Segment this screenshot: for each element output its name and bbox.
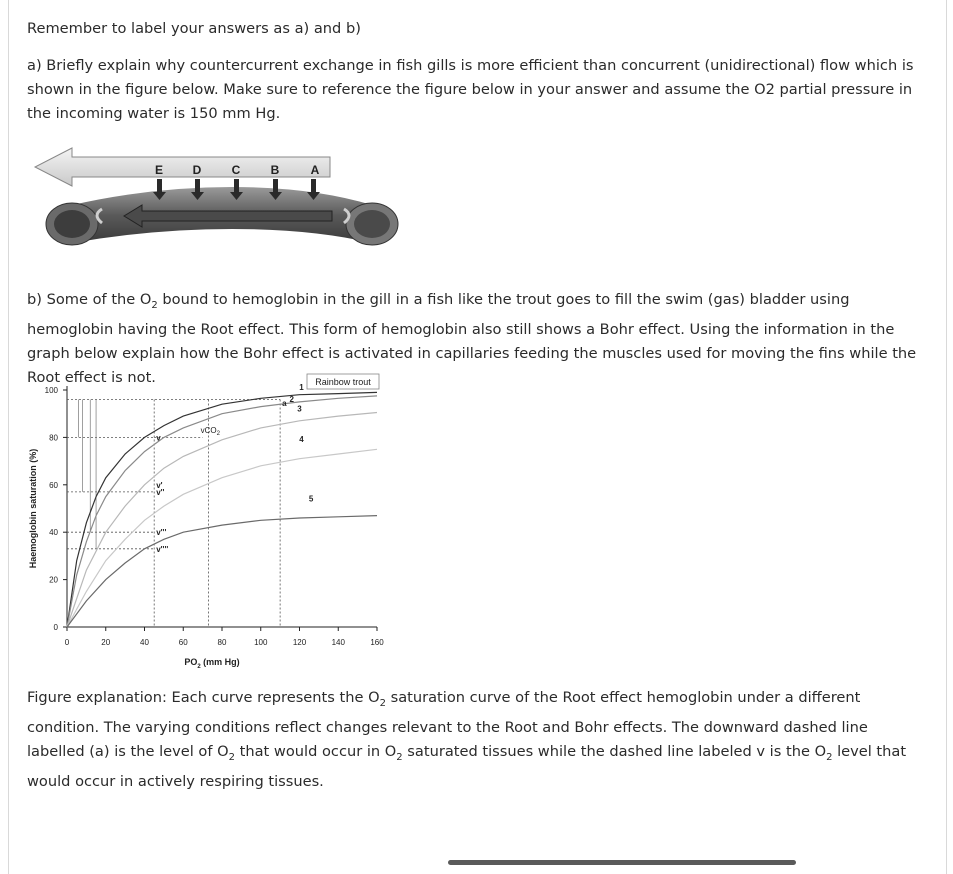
annotation-v-quad-prime: v'''' (156, 544, 169, 554)
gill-label-d: D (192, 163, 202, 177)
x-tick-label: 40 (140, 638, 149, 647)
x-axis-label: $PO_2$ (mm Hg) (184, 657, 240, 670)
curve-2 (67, 396, 377, 627)
explanation-sub-1: 2 (379, 697, 386, 709)
explanation-text-3: that would occur in O (235, 742, 397, 760)
oxygen-dissociation-chart (22, 372, 402, 676)
y-tick-label: 40 (49, 528, 58, 538)
y-tick-label: 80 (49, 433, 58, 443)
y-tick-label: 60 (49, 480, 58, 490)
explanation-text-2: saturation curve of the Root effect hemoglobin under a different condition. The varying conditions reflect changes relevant to the Root and Bohr effects. The downward dashed line labelled (a) is the level of O (27, 689, 868, 760)
curve-number-2: 2 (289, 394, 294, 404)
curve-5 (67, 516, 377, 627)
instructions: Remember to label your answers as a) and b) (27, 20, 361, 37)
gill-label-b: B (270, 163, 280, 177)
gill-label-c: C (231, 163, 241, 177)
x-tick-label: 140 (331, 638, 345, 647)
x-tick-label: 80 (217, 638, 227, 647)
x-tick-label: 60 (178, 638, 188, 647)
x-tick-label: 120 (292, 638, 307, 647)
explanation-text-5: level that would occur in actively respiring tissues. (27, 742, 907, 790)
explanation-text-1: Figure explanation: Each curve represents the O (27, 689, 380, 706)
chart-title: Rainbow trout (315, 377, 371, 387)
curve-1 (67, 392, 377, 627)
y-tick-label: 0 (53, 623, 58, 632)
curve-number-4: 4 (299, 435, 304, 445)
horizontal-scrollbar[interactable] (448, 860, 796, 865)
y-tick-label: 20 (49, 575, 58, 585)
x-tick-label: 160 (370, 638, 384, 647)
question-b-sub: 2 (151, 299, 158, 311)
explanation-text-4: saturated tissues while the dashed line labeled v is the O (402, 742, 827, 760)
curve-3 (67, 413, 377, 628)
gill-figure (32, 147, 410, 257)
explanation-sub-2: 2 (228, 751, 235, 763)
annotation-vco2: vCO$_2$ (200, 426, 220, 438)
curve-number-5: 5 (308, 494, 314, 504)
curve-number-1: 1 (299, 383, 304, 392)
curve-number-3: 3 (297, 404, 302, 414)
question-b-text-2: bound to hemoglobin in the gill in a fish like the trout goes to fill the swim (gas) bladder using hemoglobin having the Root effect. This form of hemoglobin also still shows a Bohr effect. Using the information in the graph below explain how the Bohr effect is activated in capillaries feeding the muscles used for moving the fins while the Root effect is not. (27, 291, 917, 386)
curve-4 (67, 449, 377, 627)
annotation-v-triple-prime: v''' (156, 528, 167, 538)
annotation-a: a (282, 398, 287, 408)
figure-explanation (27, 686, 927, 794)
annotation-v: v (156, 433, 161, 443)
gill-label-e: E (154, 163, 164, 177)
annotation-v-prime: v' (156, 480, 163, 490)
x-tick-label: 100 (254, 638, 268, 647)
question-a: a) Briefly explain why countercurrent exchange in fish gills is more efficient than concurrent (unidirectional) flow which is shown in the figure below. Make sure to reference the figure below in your answer and assume the O2 partial pressure in the incoming water is 150 mm Hg. (27, 57, 914, 122)
y-axis-label: Haemoglobin saturation (%) (28, 448, 38, 569)
question-b-text-1: b) Some of the O (27, 291, 152, 308)
annotation-v-double-prime: v'' (156, 487, 165, 497)
explanation-sub-3: 2 (396, 751, 403, 763)
explanation-sub-4: 2 (826, 751, 833, 763)
x-tick-label: 0 (64, 638, 70, 647)
gill-label-a: A (310, 163, 320, 177)
x-tick-label: 20 (101, 638, 111, 647)
y-tick-label: 100 (44, 386, 58, 395)
